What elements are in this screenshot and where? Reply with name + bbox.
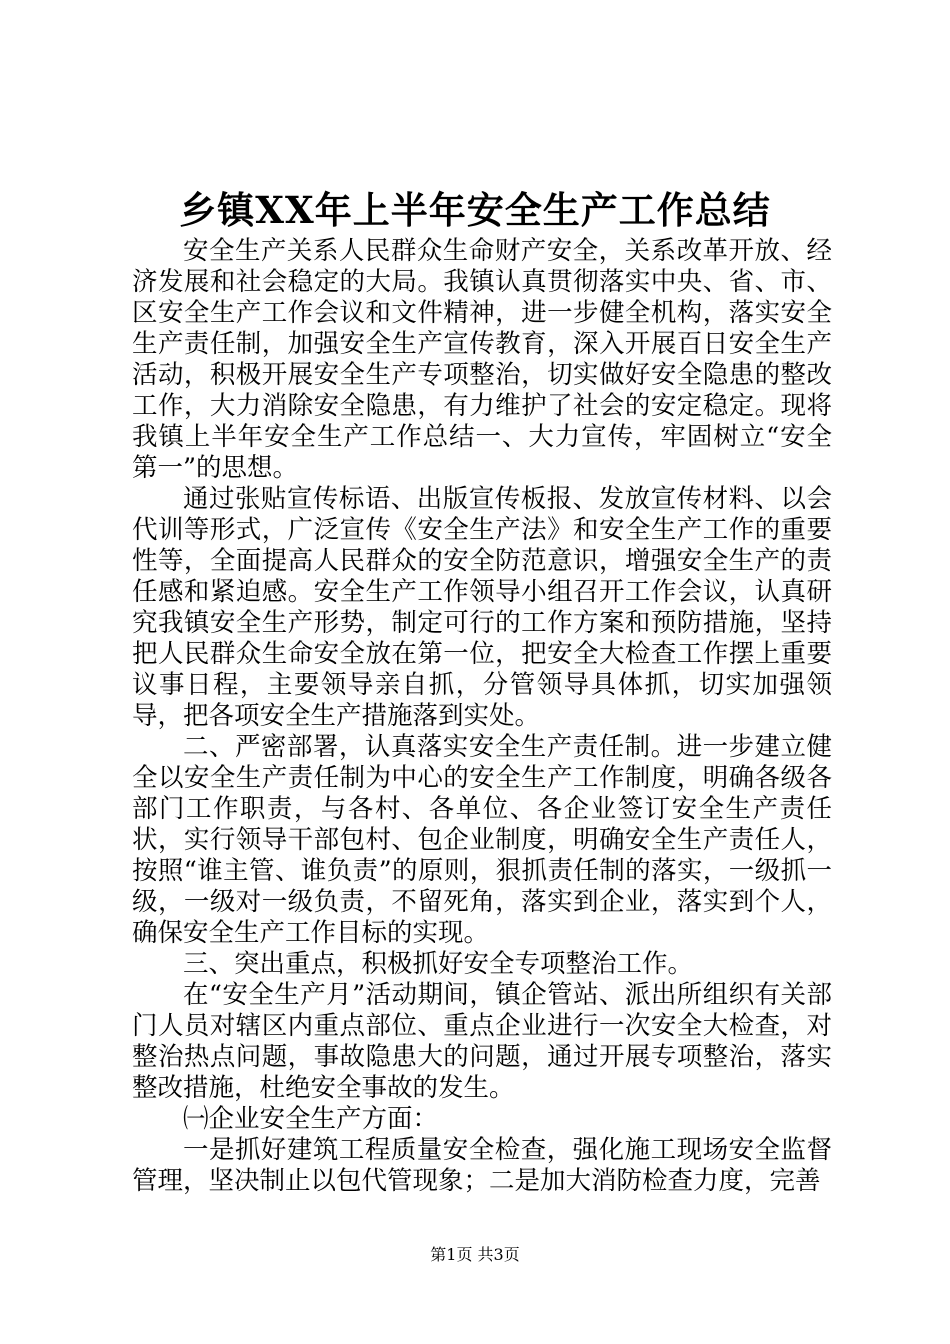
paragraph-section-three-heading: 三、突出重点，积极抓好安全专项整治工作。 (183, 949, 694, 979)
paragraph-enterprise-details: 一是抓好建筑工程质量安全检查，强化施工现场安全监督管理，坚决制止以包代管现象；二是加大消防检查力度，完善 (132, 1135, 832, 1196)
paragraph-responsibility: 二、严密部署，认真落实安全生产责任制。进一步建立健全以安全生产责任制为中心的安全生产工作制度，明确各级各部门工作职责，与各村、各单位、各企业签订安全生产责任状，实行领导干部包村、包企业制度，明确安全生产责任人，按照“谁主管、谁负责”的原则，狠抓责任制的落实，一级抓一级，一级对一级负责，不留死角，落实到企业，落实到个人，确保安全生产工作目标的实现。 (132, 732, 832, 948)
page-number-footer: 第1页 共3页 (430, 1245, 520, 1264)
paragraph-intro: 安全生产关系人民群众生命财产安全，关系改革开放、经济发展和社会稳定的大局。我镇认真贯彻落实中央、省、市、区安全生产工作会议和文件精神，进一步健全机构，落实安全生产责任制，加强安全生产宣传教育，深入开展百日安全生产活动，积极开展安全生产专项整治，切实做好安全隐患的整改工作，大力消除安全隐患，有力维护了社会的安定稳定。现将我镇上半年安全生产工作总结一、大力宣传，牢固树立“安全第一”的思想。 (132, 236, 832, 483)
paragraph-safety-month: 在“安全生产月”活动期间，镇企管站、派出所组织有关部门人员对辖区内重点部位、重点企业进行一次安全大检查，对整治热点问题，事故隐患大的问题，通过开展专项整治，落实整改措施，杜绝安全事故的发生。 (132, 980, 832, 1103)
document-title: 乡镇XX年上半年安全生产工作总结 (179, 188, 771, 232)
document-body (132, 236, 832, 1197)
paragraph-enterprise-heading: ㈠企业安全生产方面： (183, 1104, 439, 1134)
paragraph-publicity: 通过张贴宣传标语、出版宣传板报、发放宣传材料、以会代训等形式，广泛宣传《安全生产法》和安全生产工作的重要性等，全面提高人民群众的安全防范意识，增强安全生产的责任感和紧迫感。安全生产工作领导小组召开工作会议，认真研究我镇安全生产形势，制定可行的工作方案和预防措施，坚持把人民群众生命安全放在第一位，把安全大检查工作摆上重要议事日程，主要领导亲自抓，分管领导具体抓，切实加强领导，把各项安全生产措施落到实处。 (132, 484, 832, 731)
